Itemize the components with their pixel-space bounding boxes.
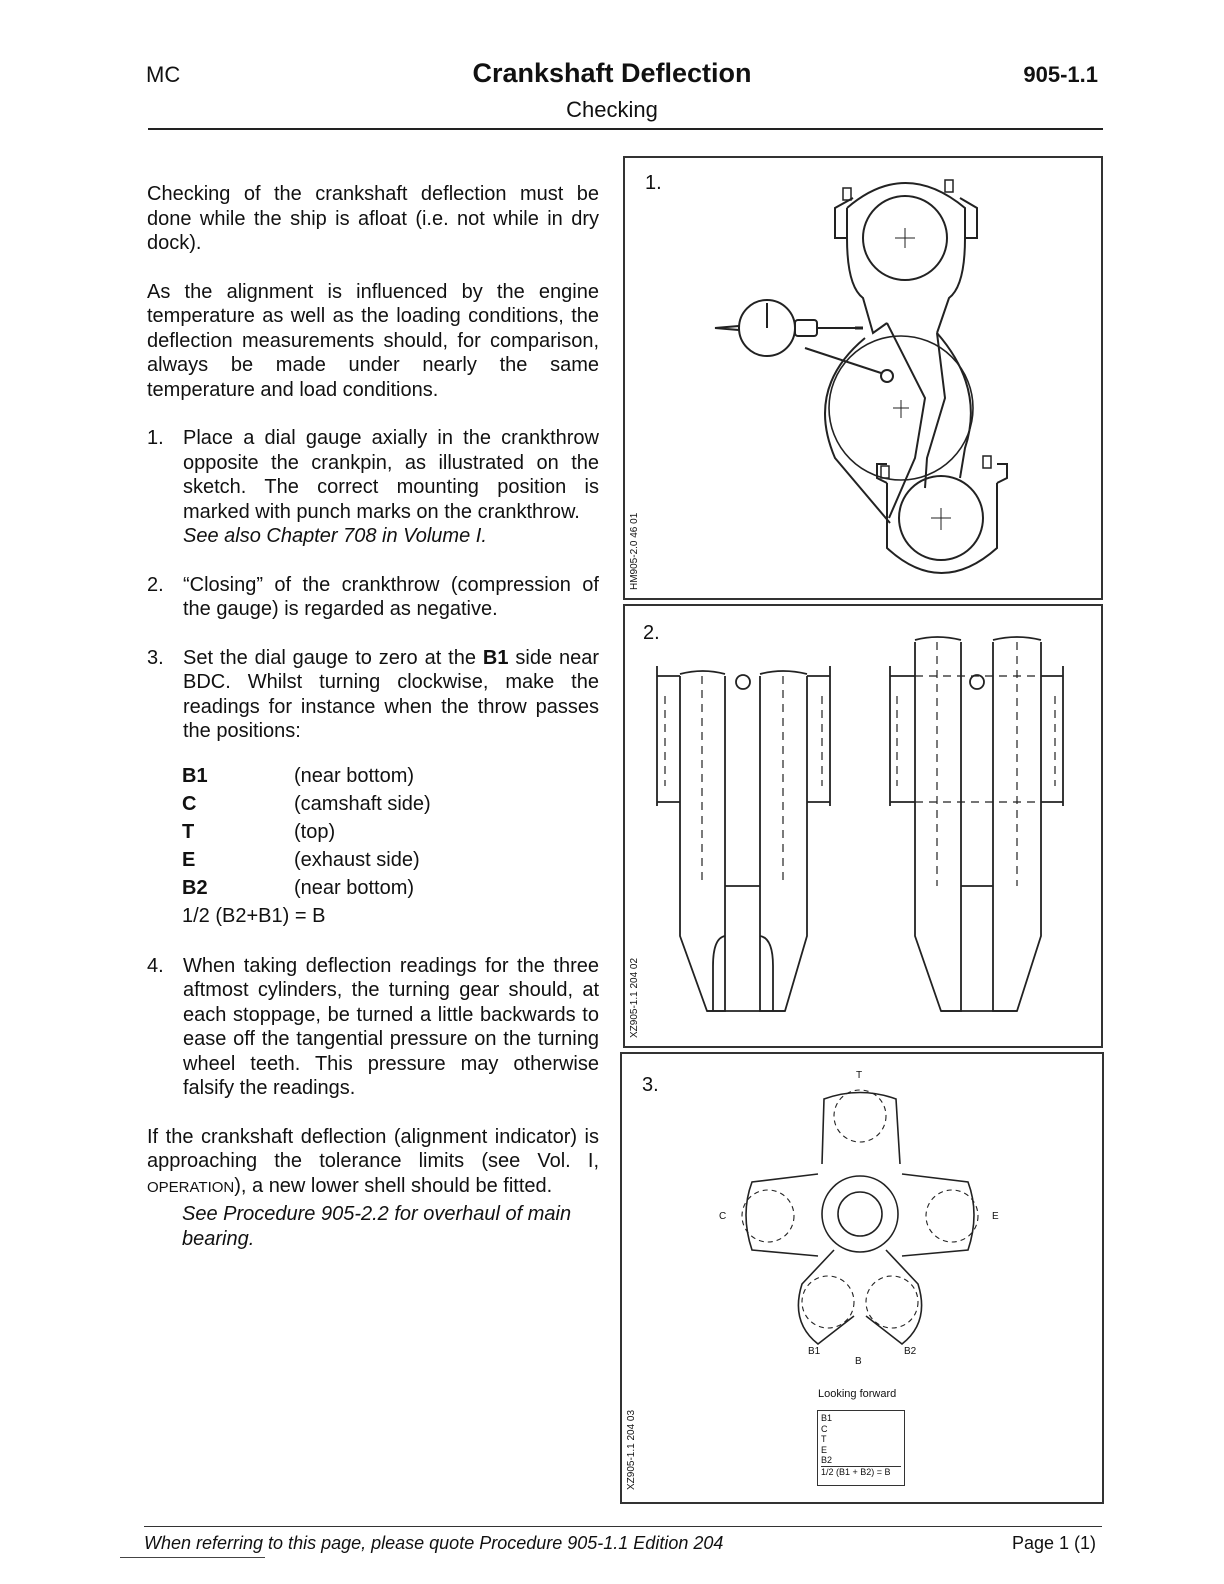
position-desc: (near bottom)	[294, 876, 415, 899]
list-item	[182, 846, 599, 874]
step-text: “Closing” of the crankthrow (compression of the gauge) is regarded as negative.	[183, 573, 599, 620]
position-label-b: B	[855, 1356, 862, 1367]
table-row: C	[821, 1423, 828, 1434]
position-code: B2	[182, 876, 208, 899]
page-subtitle: Checking	[566, 97, 658, 122]
step-text: When taking deflection readings for the three aftmost cylinders, the turning gear should, at each stoppage, be turned a little backwards to ease off the tangential pressure on the turning wheel teeth. This pressure may otherwise falsify the readings.	[183, 954, 599, 1099]
list-item	[182, 818, 599, 846]
step-reference: See also Chapter 708 in Volume I.	[183, 525, 487, 547]
step-text: side near BDC. Whilst turning clockwise, make the readings for instance when the throw passes the positions:	[183, 646, 599, 742]
step-number: 2.	[147, 573, 164, 596]
header-rule	[148, 128, 1103, 130]
figure-code: HM905-2.0 46 01	[629, 512, 640, 590]
procedure-text	[147, 182, 599, 1251]
table-row: B1	[821, 1413, 833, 1423]
position-code: B1	[182, 764, 208, 787]
step-3	[147, 646, 599, 744]
figure-label: 2.	[643, 622, 660, 644]
intro-paragraph: Checking of the crankshaft deflection must be done while the ship is afloat (i.e. not while in dry dock).	[147, 183, 599, 254]
list-item	[182, 874, 599, 902]
position-desc: (top)	[294, 820, 336, 843]
position-code: T	[182, 820, 195, 843]
table-row: T	[821, 1434, 827, 1444]
page-title: Crankshaft Deflection	[472, 58, 752, 88]
footer-mark	[120, 1557, 265, 1558]
position-desc: (near bottom)	[294, 764, 415, 787]
step-number: 4.	[147, 954, 164, 977]
position-desc: (camshaft side)	[294, 792, 431, 815]
figure-label: 1.	[645, 172, 662, 194]
position-code: C	[182, 792, 197, 815]
overhaul-reference: See Procedure 905-2.2 for overhaul of main bearing.	[182, 1203, 572, 1250]
list-item	[182, 762, 599, 790]
crankthrow-opening-closing-drawing	[625, 606, 1101, 1046]
average-formula: 1/2 (B2+B1) = B	[182, 904, 326, 927]
position-desc: (exhaust side)	[294, 848, 420, 871]
procedure-number: 905-1.1	[1023, 62, 1098, 87]
table-row: E	[821, 1444, 828, 1455]
step-text-bold: B1	[482, 646, 509, 669]
step-1	[147, 426, 599, 549]
step-number: 1.	[147, 427, 164, 449]
tolerance-paragraph	[147, 1125, 599, 1252]
position-label-t: T	[856, 1070, 863, 1081]
step-4	[147, 954, 599, 1101]
tolerance-text: ), a new lower shell should be fitted.	[234, 1174, 553, 1197]
step-text: Place a dial gauge axially in the crankthrow opposite the crankpin, as illustrated on the sketch. The correct mounting position is marked with punch marks on the crankthrow.	[183, 427, 599, 523]
figure-code: XZ905-1.1 204 03	[626, 1409, 637, 1490]
page-number: Page 1 (1)	[1011, 1533, 1096, 1553]
position-label-b1: B1	[808, 1346, 821, 1357]
crankthrow-dial-gauge-drawing	[625, 158, 1101, 598]
figure-1	[623, 156, 1103, 600]
position-label-b2: B2	[904, 1346, 917, 1357]
figure-code: XZ905-1.1 204 02	[629, 957, 640, 1038]
figure-caption: Looking forward	[818, 1388, 897, 1400]
footer-note: When referring to this page, please quote Procedure 905-1.1 Edition 204	[144, 1533, 724, 1553]
manual-code: MC	[146, 62, 181, 87]
position-label-e: E	[992, 1211, 999, 1222]
positions-list	[182, 762, 599, 930]
step-text: Set the dial gauge to zero at the	[183, 646, 483, 669]
table-row: 1/2 (B1 + B2) = B	[821, 1466, 901, 1478]
figure-label: 3.	[642, 1074, 659, 1096]
figure-3	[620, 1052, 1104, 1504]
position-code: E	[182, 848, 196, 871]
alignment-paragraph: As the alignment is influenced by the engine temperature as well as the loading conditions, the deflection measurements should, for comparison, always be made under nearly the same temperature and load conditions.	[147, 280, 599, 401]
figure-2	[623, 604, 1103, 1048]
operation-reference: OPERATION	[147, 1178, 235, 1196]
readings-table	[817, 1410, 905, 1486]
list-item	[182, 790, 599, 818]
table-row: B2	[821, 1455, 833, 1465]
footer-rule	[144, 1526, 1102, 1527]
step-2	[147, 573, 599, 622]
tolerance-text: If the crankshaft deflection (alignment indicator) is approaching the tolerance limits (see Vol. I,	[147, 1125, 599, 1172]
position-label-c: C	[719, 1211, 727, 1222]
step-number: 3.	[147, 646, 164, 669]
